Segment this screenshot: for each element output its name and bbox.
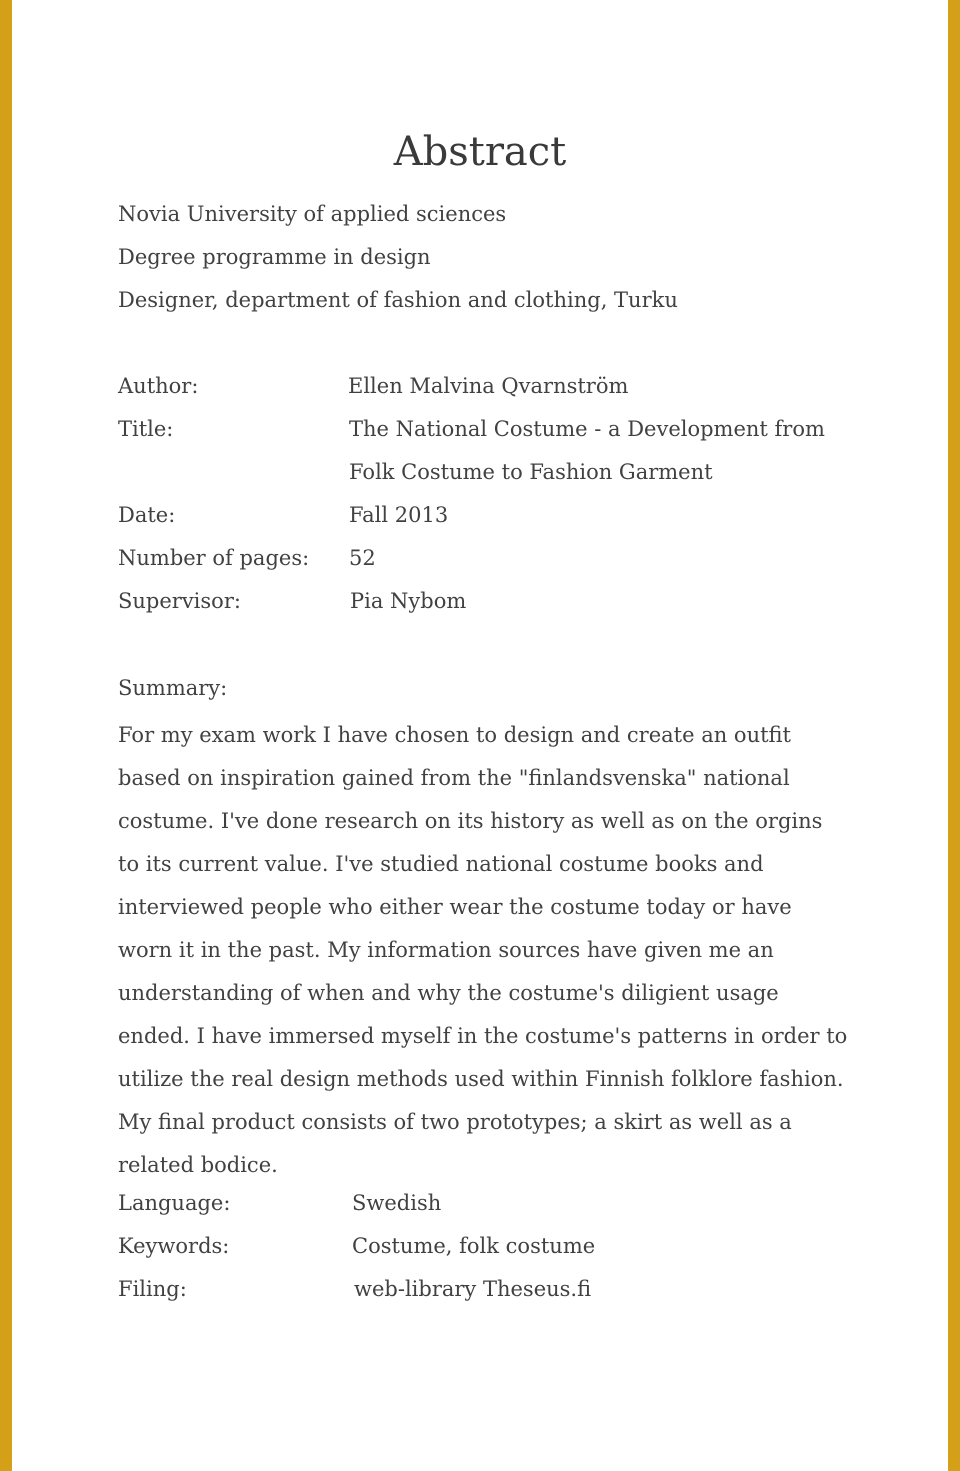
date-value: Fall 2013	[349, 503, 449, 527]
thesis-title-line-2: Folk Costume to Fashion Garment	[349, 460, 713, 484]
summary-text: For my exam work I have chosen to design and create an outfit based on inspiration gained from the "finlandsvenska" national costume. I've done research on its history as well as on the orgins to its current value. I've studied national costume books and interviewed people who either wear the costume today or have worn it in the past. My information sources have given me an understanding of when and why the costume's diligient usage ended. I have immersed myself in the costume's patterns in order to utilize the real design methods used within Finnish folklore fashion. My final product consists of two prototypes; a skirt as well as a related bodice.	[118, 723, 848, 1177]
supervisor-value: Pia Nybom	[350, 589, 467, 613]
pages-value: 52	[349, 546, 376, 570]
title-label: Title:	[118, 417, 174, 441]
filing-value: web-library Theseus.fi	[354, 1277, 592, 1301]
summary-label: Summary:	[118, 676, 228, 700]
supervisor-label: Supervisor:	[118, 589, 241, 613]
date-label: Date:	[118, 503, 176, 527]
filing-label: Filing:	[118, 1277, 187, 1301]
university-name: Novia University of applied sciences	[118, 202, 507, 226]
keywords-value: Costume, folk costume	[352, 1234, 596, 1258]
department: Designer, department of fashion and clothing, Turku	[118, 288, 678, 312]
right-border-stripe	[948, 0, 960, 1471]
language-label: Language:	[118, 1191, 231, 1215]
left-border-stripe	[0, 0, 12, 1471]
thesis-title-line-1: The National Costume - a Development from	[349, 417, 825, 441]
author-value: Ellen Malvina Qvarnström	[348, 374, 629, 398]
author-label: Author:	[118, 374, 199, 398]
pages-label: Number of pages:	[118, 546, 310, 570]
language-value: Swedish	[352, 1191, 442, 1215]
keywords-label: Keywords:	[118, 1234, 230, 1258]
degree-programme: Degree programme in design	[118, 245, 431, 269]
page-title: Abstract	[393, 129, 567, 175]
